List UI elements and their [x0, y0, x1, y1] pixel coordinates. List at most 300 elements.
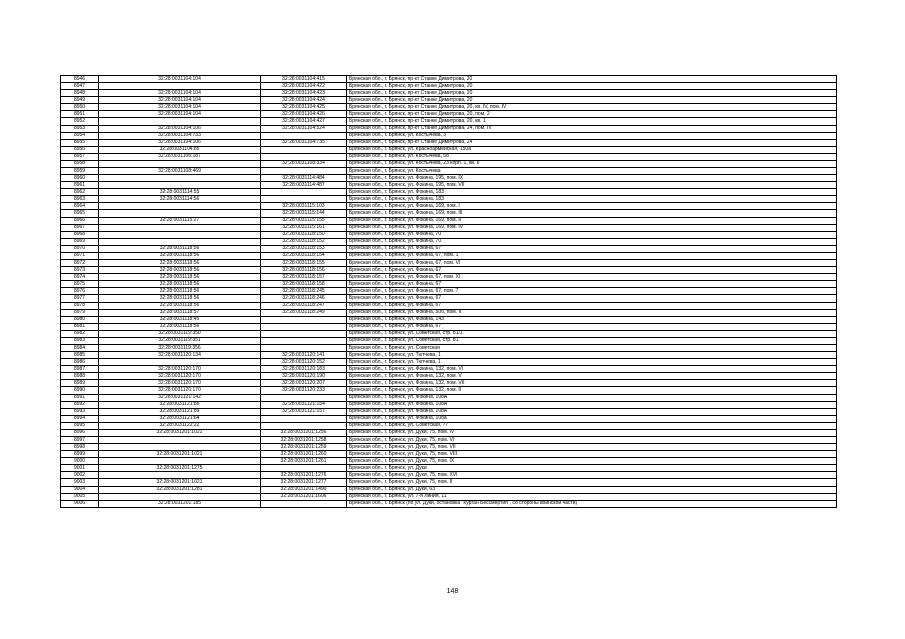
land-plot-number-cell: 32:28:0031121:86 — [99, 401, 261, 408]
row-number-cell: 9005 — [61, 493, 99, 500]
land-plot-number-cell: 32:28:0031118:56 — [99, 245, 261, 252]
row-number-cell: 8978 — [61, 302, 99, 309]
land-plot-number-cell — [99, 203, 261, 210]
object-number-cell: 32:28:0031118:246 — [261, 295, 347, 302]
address-cell: Брянская обл., г. Брянск, пр-кт Ставке Димитрова, 20 — [347, 76, 837, 83]
address-cell: Брянская обл., г. Брянск, ул. Фокина, 169, пом. II — [347, 217, 837, 224]
address-cell: Брянская обл., г. Брянск, ул. Дуки, 75, пом. IX — [347, 458, 837, 465]
table-row — [61, 472, 837, 479]
row-number-cell: 8980 — [61, 316, 99, 323]
row-number-cell: 8946 — [61, 76, 99, 83]
row-number-cell: 8972 — [61, 260, 99, 267]
address-cell: Брянская обл., г. Брянск, ул. Фокина, 67, пом. 7 — [347, 288, 837, 295]
table-row — [61, 203, 837, 210]
row-number-cell: 8965 — [61, 210, 99, 217]
table-row — [61, 380, 837, 387]
object-number-cell — [261, 196, 347, 203]
row-number-cell: 8979 — [61, 309, 99, 316]
object-number-cell — [261, 394, 347, 401]
object-number-cell: 32:28:0031118:150 — [261, 231, 347, 238]
row-number-cell: 9002 — [61, 472, 99, 479]
land-plot-number-cell: 32:28:0031104:106 — [99, 139, 261, 146]
land-plot-number-cell: 32:28:0031120:170 — [99, 373, 261, 380]
object-number-cell: 32:28:0031118:249 — [261, 309, 347, 316]
object-number-cell: 32:28:0031120:141 — [261, 352, 347, 359]
row-number-cell: 8974 — [61, 274, 99, 281]
land-plot-number-cell: 32:28:0031120:170 — [99, 366, 261, 373]
object-number-cell — [261, 323, 347, 330]
address-cell: Брянская обл., г. Брянск, пр-кт Станке Димитрова, 20 — [347, 97, 837, 104]
row-number-cell: 9001 — [61, 465, 99, 472]
table-row — [61, 90, 837, 97]
table-row — [61, 493, 837, 500]
land-plot-number-cell: 32:28:0031120:170 — [99, 380, 261, 387]
land-plot-number-cell: 32:28:0031106:187 — [99, 153, 261, 160]
row-number-cell: 8951 — [61, 111, 99, 118]
page-number: 148 — [446, 588, 459, 595]
table-row — [61, 252, 837, 259]
land-plot-number-cell — [99, 182, 261, 189]
land-plot-number-cell — [99, 175, 261, 182]
table-row — [61, 302, 837, 309]
address-cell: Брянская обл., г. Брянск, ул. Фокина, 108А — [347, 401, 837, 408]
row-number-cell: 8997 — [61, 436, 99, 443]
land-plot-number-cell — [99, 224, 261, 231]
address-cell: Брянская обл., г. Брянск, пр-кт Станке Димитрова, 20, кв. 1 — [347, 118, 837, 125]
row-number-cell: 9006 — [61, 500, 99, 507]
object-number-cell — [261, 189, 347, 196]
object-number-cell: 32:28:0031114:487 — [261, 182, 347, 189]
table-row — [61, 260, 837, 267]
row-number-cell: 9003 — [61, 479, 99, 486]
row-number-cell: 8953 — [61, 125, 99, 132]
address-cell: Брянская обл., г. Брянск, ул. 7-я Линия, 11 — [347, 493, 837, 500]
table-row — [61, 146, 837, 153]
object-number-cell: 32:28:0031108:334 — [261, 160, 347, 167]
land-plot-number-cell — [99, 238, 261, 245]
object-number-cell: 32:28:0031201:1606 — [261, 493, 347, 500]
land-plot-number-cell: 32:28:0031118:56 — [99, 252, 261, 259]
object-number-cell: 32:28:0031120:183 — [261, 366, 347, 373]
address-cell: Брянская обл., г. Брянск, ул. Фокина, 108А — [347, 408, 837, 415]
land-plot-number-cell: 32:28:0031118:56 — [99, 281, 261, 288]
land-plot-number-cell: 32:28:0031120:170 — [99, 387, 261, 394]
row-number-cell: 8961 — [61, 182, 99, 189]
table-row — [61, 359, 837, 366]
land-plot-number-cell: 32:28:0031119:350 — [99, 330, 261, 337]
table-row — [61, 196, 837, 203]
address-cell: Брянская обл., г. Брянск, пр-кт Станке Димитрова, 24 — [347, 139, 837, 146]
address-cell: Брянская обл., г. Брянск, пр-кт Станке Димитрова, 20 — [347, 83, 837, 90]
address-cell: Брянская обл., г. Брянск, ул. Тютчева, 1 — [347, 352, 837, 359]
row-number-cell: 8950 — [61, 104, 99, 111]
address-cell: Брянская обл., г. Брянск, ул. Фокина, 132, пом. VI — [347, 366, 837, 373]
object-number-cell: 32:28:0031201:1261 — [261, 458, 347, 465]
row-number-cell: 8989 — [61, 380, 99, 387]
row-number-cell: 8968 — [61, 231, 99, 238]
row-number-cell: 8985 — [61, 352, 99, 359]
land-plot-number-cell: 32:28:0031118:56 — [99, 260, 261, 267]
object-number-cell — [261, 132, 347, 139]
row-number-cell: 8960 — [61, 175, 99, 182]
table-row — [61, 436, 837, 443]
land-plot-number-cell: 32:28:0031201:1281 — [99, 486, 261, 493]
object-number-cell: 32:28:0031120:190 — [261, 373, 347, 380]
table-row — [61, 231, 837, 238]
land-plot-number-cell: 32:28:0031104:104 — [99, 90, 261, 97]
object-number-cell: 32:28:0031104:415 — [261, 76, 347, 83]
object-number-cell: 32:28:0031201:1259 — [261, 444, 347, 451]
address-cell: Брянская обл., г. Брянск, ул. Дуки, 63 — [347, 486, 837, 493]
land-plot-number-cell — [99, 436, 261, 443]
row-number-cell: 8970 — [61, 245, 99, 252]
row-number-cell: 8987 — [61, 366, 99, 373]
cadastral-register-table — [60, 75, 837, 508]
object-number-cell — [261, 500, 347, 507]
table-row — [61, 373, 837, 380]
table-row — [61, 344, 837, 351]
address-cell: Брянская обл., г. Брянск, ул. Фокина, 67, пом. 1 — [347, 252, 837, 259]
object-number-cell — [261, 415, 347, 422]
row-number-cell: 8969 — [61, 238, 99, 245]
address-cell: Брянская обл., г. Брянск, ул. Костычева — [347, 168, 837, 175]
row-number-cell: 8947 — [61, 83, 99, 90]
row-number-cell: 8984 — [61, 344, 99, 351]
object-number-cell: 32:28:0031201:1260 — [261, 451, 347, 458]
address-cell: Брянская обл., г. Брянск, пр-кт Станке Димитрова, 20 — [347, 90, 837, 97]
table-row — [61, 323, 837, 330]
address-cell: Брянская обл., г. Брянск, ул. Дуки, 75, пом. II — [347, 479, 837, 486]
address-cell: Брянская обл., г. Брянск, ул. Фокина, 67 — [347, 281, 837, 288]
land-plot-number-cell: 32:28:0031104:104 — [99, 97, 261, 104]
row-number-cell: 8973 — [61, 267, 99, 274]
address-cell: Брянская обл., г. Брянск, ул. Красноармейская, 150а — [347, 146, 837, 153]
address-cell: Брянская обл., г. Брянск (по ул. Дуки, остановка "Курган Бессмертия", со стороны воинской части) — [347, 500, 837, 507]
object-number-cell: 32:28:0031104:427 — [261, 118, 347, 125]
object-number-cell: 32:28:0031201:1276 — [261, 472, 347, 479]
object-number-cell: 32:28:0031121:157 — [261, 408, 347, 415]
object-number-cell: 32:28:0031104:426 — [261, 111, 347, 118]
row-number-cell: 8982 — [61, 330, 99, 337]
land-plot-number-cell — [99, 160, 261, 167]
address-cell: Брянская обл., г. Брянск, ул. Советская, стр. 81 — [347, 337, 837, 344]
table-row — [61, 111, 837, 118]
row-number-cell: 8971 — [61, 252, 99, 259]
table-row — [61, 500, 837, 507]
object-number-cell: 32:28:0031118:153 — [261, 245, 347, 252]
address-cell: Брянская обл., г. Брянск, ул. Советская, 77 — [347, 422, 837, 429]
object-number-cell: 32:28:0031118:156 — [261, 267, 347, 274]
row-number-cell: 8986 — [61, 359, 99, 366]
table-row — [61, 288, 837, 295]
table-row — [61, 458, 837, 465]
table-row — [61, 352, 837, 359]
object-number-cell: 32:28:0031201:1258 — [261, 436, 347, 443]
row-number-cell: 8983 — [61, 337, 99, 344]
table-row — [61, 189, 837, 196]
address-cell: Брянская обл., г. Брянск, ул. Тютчева, 1 — [347, 359, 837, 366]
object-number-cell — [261, 465, 347, 472]
land-plot-number-cell: 32:28:0031118:57 — [99, 309, 261, 316]
address-cell: Брянская обл., г. Брянск, ул. Фокина, 195, пом. VII — [347, 182, 837, 189]
land-plot-number-cell: 32:28:0031201:1021 — [99, 479, 261, 486]
row-number-cell: 8963 — [61, 196, 99, 203]
table-row — [61, 160, 837, 167]
row-number-cell: 8957 — [61, 153, 99, 160]
land-plot-number-cell: 32:28:0031104:104 — [99, 76, 261, 83]
land-plot-number-cell: 32:28:0031120:134 — [99, 352, 261, 359]
table-row — [61, 401, 837, 408]
land-plot-number-cell — [99, 118, 261, 125]
row-number-cell: 8975 — [61, 281, 99, 288]
address-cell: Брянская обл., г. Брянск, ул. Костычева, 58 — [347, 153, 837, 160]
table-row — [61, 182, 837, 189]
row-number-cell: 8959 — [61, 168, 99, 175]
row-number-cell: 8996 — [61, 429, 99, 436]
address-cell: Брянская обл., г. Брянск, ул. Фокина, 169, пом. I — [347, 203, 837, 210]
object-number-cell — [261, 330, 347, 337]
row-number-cell: 8981 — [61, 323, 99, 330]
object-number-cell — [261, 344, 347, 351]
object-number-cell — [261, 146, 347, 153]
land-plot-number-cell: 32:28:0031114:55 — [99, 189, 261, 196]
table-row — [61, 245, 837, 252]
object-number-cell: 32:28:0031201:1277 — [261, 479, 347, 486]
address-cell: Брянская обл., г. Брянск, ул. Фокина, 132, пом. II — [347, 387, 837, 394]
land-plot-number-cell: 32:28:0031201:185 — [99, 500, 261, 507]
row-number-cell: 8964 — [61, 203, 99, 210]
object-number-cell — [261, 337, 347, 344]
address-cell: Брянская обл., г. Брянск, ул. Фокина, 67 — [347, 295, 837, 302]
land-plot-number-cell: 32:28:0031121:142 — [99, 394, 261, 401]
object-number-cell: 32:28:0031118:158 — [261, 281, 347, 288]
table-row — [61, 210, 837, 217]
row-number-cell: 8966 — [61, 217, 99, 224]
object-number-cell — [261, 153, 347, 160]
table-row — [61, 394, 837, 401]
row-number-cell: 8990 — [61, 387, 99, 394]
address-cell: Брянская обл., г. Брянск, ул. Дуки, 75, пом. VII — [347, 444, 837, 451]
address-cell: Брянская обл., г. Брянск, ул. Фокина, 143 — [347, 316, 837, 323]
table-row — [61, 224, 837, 231]
object-number-cell: 32:28:0031104:735 — [261, 139, 347, 146]
address-cell: Брянская обл., г. Брянск, ул. Фокина, 195, пом. IX — [347, 175, 837, 182]
object-number-cell — [261, 422, 347, 429]
land-plot-number-cell: 32:28:0031118:56 — [99, 323, 261, 330]
object-number-cell: 32:28:0031104:425 — [261, 104, 347, 111]
address-cell: Брянская обл., г. Брянск, пр-кт Станке Димитрова, 20, кв. IV, пом. IV — [347, 104, 837, 111]
row-number-cell: 8998 — [61, 444, 99, 451]
address-cell: Брянская обл., г. Брянск, ул. Фокина, 67 — [347, 245, 837, 252]
table-row — [61, 451, 837, 458]
land-plot-number-cell: 32:28:0031121:64 — [99, 415, 261, 422]
object-number-cell: 32:28:0031120:207 — [261, 380, 347, 387]
row-number-cell: 8988 — [61, 373, 99, 380]
row-number-cell: 9004 — [61, 486, 99, 493]
table-row — [61, 153, 837, 160]
address-cell: Брянская обл., г. Брянск, ул. Фокина, 132, пом. VII — [347, 380, 837, 387]
row-number-cell: 8999 — [61, 451, 99, 458]
table-row — [61, 330, 837, 337]
table-row — [61, 465, 837, 472]
address-cell: Брянская обл., г. Брянск, ул. Фокина, 108а — [347, 415, 837, 422]
address-cell: Брянская обл., г. Брянск, ул. Фокина, 169, пом. IV — [347, 224, 837, 231]
land-plot-number-cell: 32:28:0031104:733 — [99, 132, 261, 139]
land-plot-number-cell: 32:28:0031108:469 — [99, 168, 261, 175]
object-number-cell: 32:28:0031201:1490 — [261, 486, 347, 493]
table-row — [61, 316, 837, 323]
land-plot-number-cell: 32:28:0031115:27 — [99, 217, 261, 224]
address-cell: Брянская обл., г. Брянск, ул. Фокина, 67, пом. VI — [347, 260, 837, 267]
table-row — [61, 125, 837, 132]
land-plot-number-cell: 32:28:0031122:22 — [99, 422, 261, 429]
object-number-cell: 32:28:0031115:161 — [261, 224, 347, 231]
land-plot-number-cell — [99, 359, 261, 366]
table-row — [61, 415, 837, 422]
object-number-cell: 32:28:0031115:103 — [261, 203, 347, 210]
row-number-cell: 8967 — [61, 224, 99, 231]
row-number-cell: 8993 — [61, 408, 99, 415]
object-number-cell: 32:28:0031104:424 — [261, 97, 347, 104]
row-number-cell: 8991 — [61, 394, 99, 401]
address-cell: Брянская обл., г. Брянск, ул. Дуки — [347, 465, 837, 472]
table-row — [61, 238, 837, 245]
address-cell: Брянская обл., г. Брянск, ул. Фокина, 183 — [347, 189, 837, 196]
land-plot-number-cell: 32:28:0031118:56 — [99, 302, 261, 309]
object-number-cell: 32:28:0031104:524 — [261, 125, 347, 132]
table-row — [61, 267, 837, 274]
address-cell: Брянская обл., г. Брянск, ул. Фокина, 70 — [347, 238, 837, 245]
land-plot-number-cell: 32:28:0031118:56 — [99, 295, 261, 302]
address-cell: Брянская обл., г. Брянск, ул. Фокина, 108А — [347, 394, 837, 401]
object-number-cell: 32:28:0031104:423 — [261, 90, 347, 97]
row-number-cell: 8954 — [61, 132, 99, 139]
row-number-cell: 9000 — [61, 458, 99, 465]
object-number-cell: 32:28:0031118:155 — [261, 260, 347, 267]
table-row — [61, 295, 837, 302]
address-cell: Брянская обл., г. Брянск, ул. Фокина, 169, пом. III — [347, 210, 837, 217]
land-plot-number-cell: 32:28:0031104:85 — [99, 146, 261, 153]
table-row — [61, 83, 837, 90]
table-row — [61, 281, 837, 288]
row-number-cell: 8949 — [61, 97, 99, 104]
object-number-cell: 32:28:0031115:144 — [261, 210, 347, 217]
table-row — [61, 337, 837, 344]
object-number-cell: 32:28:0031114:484 — [261, 175, 347, 182]
table-row — [61, 104, 837, 111]
table-row — [61, 486, 837, 493]
land-plot-number-cell: 32:28:0031201:1021 — [99, 451, 261, 458]
address-cell: Брянская обл., г. Брянск, ул. Фокина, 67, пом. XI — [347, 274, 837, 281]
land-plot-number-cell — [99, 493, 261, 500]
land-plot-number-cell: 32:28:0031118:56 — [99, 267, 261, 274]
table-row — [61, 175, 837, 182]
object-number-cell: 32:28:0031118:247 — [261, 302, 347, 309]
object-number-cell — [261, 316, 347, 323]
land-plot-number-cell: 32:28:0031104:104 — [99, 111, 261, 118]
land-plot-number-cell — [99, 83, 261, 90]
table-row — [61, 97, 837, 104]
object-number-cell: 32:28:0031120:152 — [261, 359, 347, 366]
address-cell: Брянская обл., г. Брянск, ул. Костычева, 3 — [347, 132, 837, 139]
table-row — [61, 387, 837, 394]
table-row — [61, 132, 837, 139]
table-row — [61, 444, 837, 451]
table-row — [61, 76, 837, 83]
land-plot-number-cell — [99, 472, 261, 479]
address-cell: Брянская обл., г. Брянск, пр-кт Станке Димитрова, 20, пом. 2 — [347, 111, 837, 118]
address-cell: Брянская обл., г. Брянск, ул. Фокина, 50б, пом. II — [347, 309, 837, 316]
address-cell: Брянская обл., г. Брянск, ул. Фокина, 67 — [347, 302, 837, 309]
address-cell: Брянская обл., г. Брянск, пр-кт Станке Димитрова, 24, пом. IV — [347, 125, 837, 132]
address-cell: Брянская обл., г. Брянск, ул. Советская, стр. 81/1 — [347, 330, 837, 337]
row-number-cell: 8948 — [61, 90, 99, 97]
object-number-cell: 32:28:0031201:1256 — [261, 429, 347, 436]
table-row — [61, 408, 837, 415]
land-plot-number-cell: 32:28:0031118:45 — [99, 316, 261, 323]
object-number-cell — [261, 168, 347, 175]
object-number-cell: 32:28:0031115:155 — [261, 217, 347, 224]
land-plot-number-cell — [99, 210, 261, 217]
table-row — [61, 139, 837, 146]
object-number-cell: 32:28:0031118:157 — [261, 274, 347, 281]
object-number-cell: 32:28:0031120:233 — [261, 387, 347, 394]
address-cell: Брянская обл., г. Брянск, ул. Фокина, 67 — [347, 267, 837, 274]
address-cell: Брянская обл., г. Брянск, ул. Дуки, 75, пом. IV — [347, 429, 837, 436]
table-row — [61, 479, 837, 486]
land-plot-number-cell — [99, 231, 261, 238]
land-plot-number-cell: 32:28:0031121:89 — [99, 408, 261, 415]
row-number-cell: 8977 — [61, 295, 99, 302]
table-row — [61, 422, 837, 429]
land-plot-number-cell: 32:28:0031114:56 — [99, 196, 261, 203]
table-row — [61, 118, 837, 125]
table-row — [61, 274, 837, 281]
table-row — [61, 429, 837, 436]
register-table-body — [61, 76, 837, 508]
address-cell: Брянская обл., г. Брянск, ул. Советская — [347, 344, 837, 351]
object-number-cell: 32:28:0031118:154 — [261, 252, 347, 259]
row-number-cell: 8958 — [61, 160, 99, 167]
object-number-cell: 32:28:0031118:152 — [261, 238, 347, 245]
object-number-cell: 32:28:0031104:422 — [261, 83, 347, 90]
table-row — [61, 217, 837, 224]
land-plot-number-cell: 32:28:0031119:351 — [99, 337, 261, 344]
row-number-cell: 8976 — [61, 288, 99, 295]
row-number-cell: 8992 — [61, 401, 99, 408]
table-row — [61, 168, 837, 175]
land-plot-number-cell: 32:28:0031104:104 — [99, 104, 261, 111]
land-plot-number-cell: 32:28:0031201:1275 — [99, 465, 261, 472]
land-plot-number-cell: 32:28:0031118:56 — [99, 288, 261, 295]
row-number-cell: 8995 — [61, 422, 99, 429]
row-number-cell: 8994 — [61, 415, 99, 422]
land-plot-number-cell: 32:28:0031118:56 — [99, 274, 261, 281]
address-cell: Брянская обл., г. Брянск, ул. Фокина, 70 — [347, 231, 837, 238]
land-plot-number-cell — [99, 458, 261, 465]
row-number-cell: 8962 — [61, 189, 99, 196]
land-plot-number-cell: 32:28:0031201:1021 — [99, 429, 261, 436]
address-cell: Брянская обл., г. Брянск, ул. Костычева, 23 корп. 1, кв. II — [347, 160, 837, 167]
row-number-cell: 8952 — [61, 118, 99, 125]
table-row — [61, 309, 837, 316]
object-number-cell: 32:28:0031118:245 — [261, 288, 347, 295]
address-cell: Брянская обл., г. Брянск, ул. Фокина, 132, пом. V — [347, 373, 837, 380]
land-plot-number-cell — [99, 444, 261, 451]
address-cell: Брянская обл., г. Брянск, ул. Дуки, 75, пом. VIII — [347, 451, 837, 458]
row-number-cell: 8955 — [61, 139, 99, 146]
address-cell: Брянская обл., г. Брянск, ул. Дуки, 75, пом. XVI — [347, 472, 837, 479]
